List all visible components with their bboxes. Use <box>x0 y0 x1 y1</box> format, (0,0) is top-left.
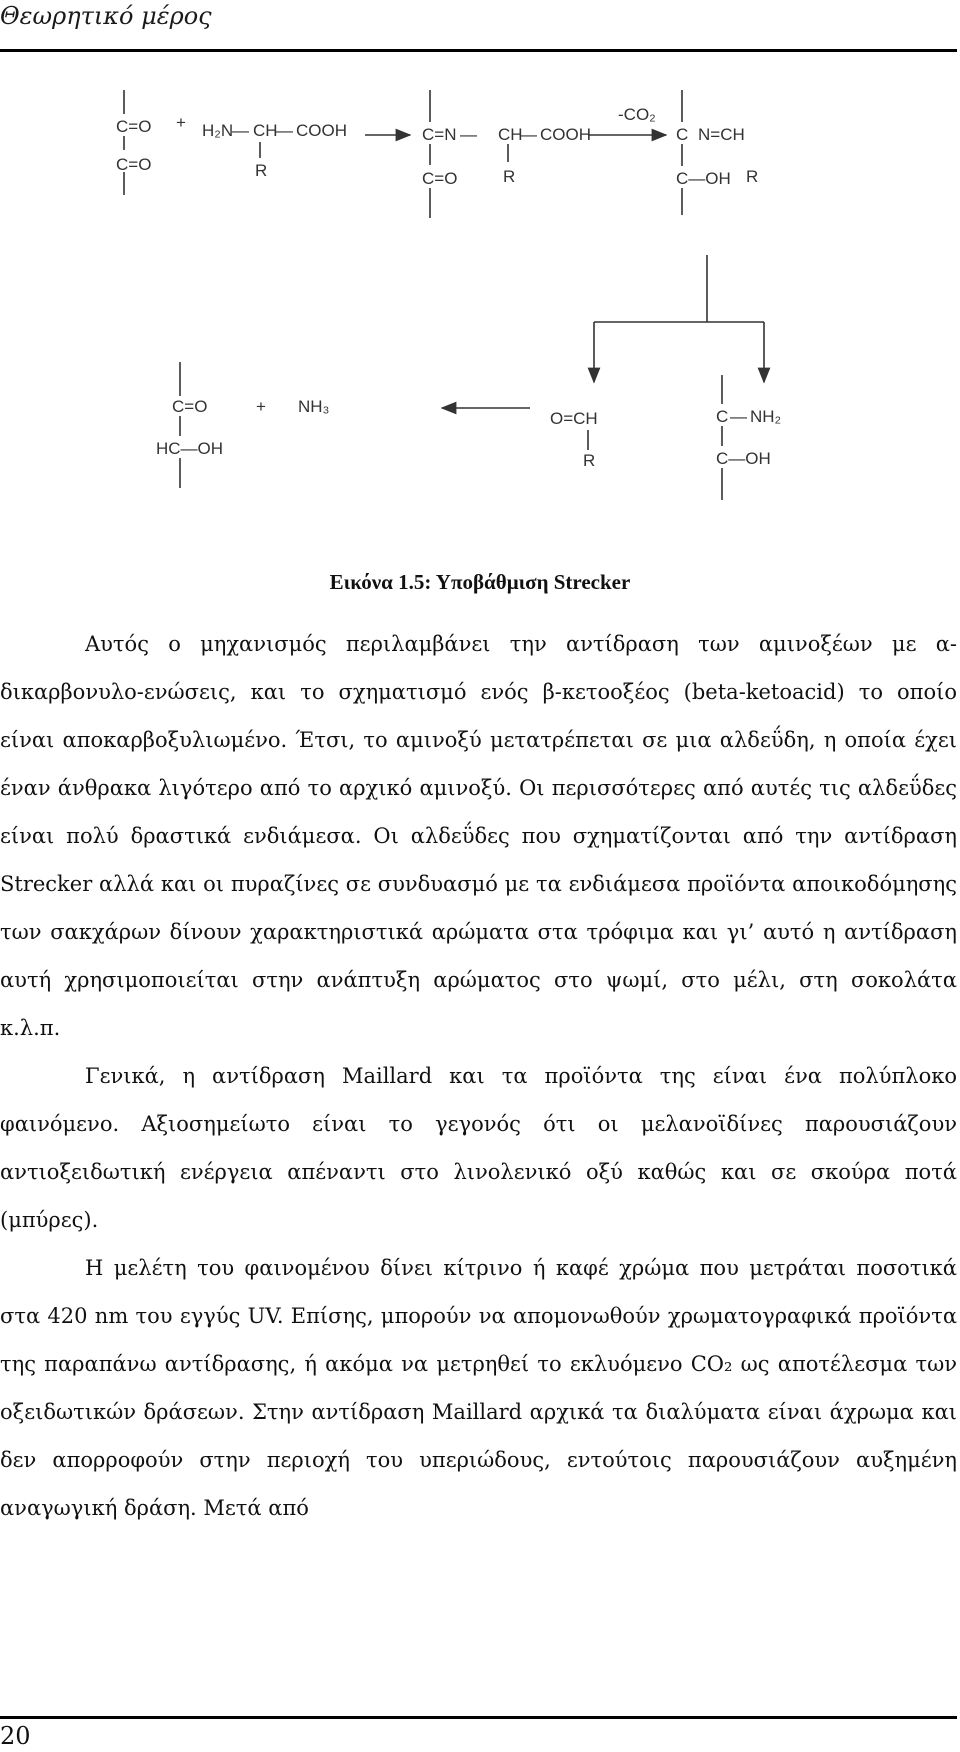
footer-rule <box>0 1716 957 1719</box>
label-c-2: C <box>716 407 729 426</box>
label-dash-5: — <box>730 407 747 426</box>
label-nh2: NH₂ <box>750 407 782 426</box>
page-number: 20 <box>0 1722 31 1750</box>
label-c-oh-2: C—OH <box>716 449 771 468</box>
label-hc-oh: HC—OH <box>156 439 224 458</box>
label-c-oh-1: C—OH <box>676 169 731 188</box>
label-dash-2: — <box>276 121 293 140</box>
label-plus-1: + <box>176 113 186 132</box>
strecker-degradation-scheme <box>110 90 870 560</box>
label-ch-1: CH <box>253 121 278 140</box>
label-nh3: NH₃ <box>298 397 330 416</box>
label-n-eq-ch: N=CH <box>698 125 745 144</box>
label-dash-3: — <box>460 125 477 144</box>
label-ch-2: CH <box>498 125 523 144</box>
label-h2n: H₂N <box>202 121 234 140</box>
label-co-3: C=O <box>422 169 458 188</box>
label-co-1: C=O <box>116 117 152 136</box>
paragraph-3: Η μελέτη του φαινομένου δίνει κίτρινο ή καφέ χρώμα που μετράται ποσοτικά στα 420 nm του εγγύς UV. Επίσης, μπορούν να απομονωθούν χρωματογραφικά προϊόντα της παραπάνω αντίδρασης, ή ακόμα να μετρηθεί το εκλυόμενο CO₂ ως αποτέλεσμα των οξειδωτικών δράσεων. Στην αντίδραση Maillard αρχικά τα διαλύματα είναι άχρωμα και δεν απορροφούν στην περιοχή του υπεριώδους, εντούτοις παρουσιάζουν αυξημένη αναγωγική δράση. Μετά από <box>0 1256 957 1520</box>
label-r-2: R <box>503 167 516 186</box>
paragraph-1: Αυτός ο μηχανισμός περιλαμβάνει την αντίδραση των αμινοξέων με α-δικαρβονυλο-ενώσεις, και το σχηματισμό ενός β-κετοοξέος (beta-ketoacid) το οποίο είναι αποκαρβοξυλιωμένο. Έτσι, το αμινοξύ μετατρέπεται σε μια αλδεΰδη, η οποία έχει έναν άνθρακα λιγότερο από το αρχικό αμινοξύ. Οι περισσότερες από αυτές τις αλδεΰδες είναι πολύ δραστικά ενδιάμεσα. Οι αλδεΰδες που σχηματίζονται από την αντίδραση Strecker αλλά και οι πυραζίνες σε συνδυασμό με τα ενδιάμεσα προϊόντα αποικοδόμησης των σακχάρων δίνουν χαρακτηριστικά αρώματα στα τρόφιμα και γι’ αυτό η αντίδραση αυτή χρησιμοποιείται στην ανάπτυξη αρώματος στο ψωμί, στο μέλι, στη σοκολάτα κ.λ.π. <box>0 632 957 1040</box>
label-co-4: C=O <box>172 397 208 416</box>
label-cooh-1: COOH <box>296 121 347 140</box>
label-r-3: R <box>746 167 759 186</box>
label-dash-4: — <box>520 125 537 144</box>
label-plus-2: + <box>256 397 266 416</box>
figure-caption: Εικόνα 1.5: Υποβάθμιση Strecker <box>329 570 631 594</box>
label-dash-1: — <box>232 121 249 140</box>
label-c-1: C <box>676 125 689 144</box>
label-r-1: R <box>255 161 268 180</box>
label-minus-co2: -CO₂ <box>618 105 656 124</box>
header-rule <box>0 49 957 52</box>
label-r-4: R <box>583 451 596 470</box>
label-c-eq-n: C=N <box>422 125 457 144</box>
label-o-eq-ch: O=CH <box>550 409 598 428</box>
paragraph-2: Γενικά, η αντίδραση Maillard και τα προϊόντα της είναι ένα πολύπλοκο φαινόμενο. Αξιοσημείωτο είναι το γεγονός ότι οι μελανοϊδίνες παρουσιάζουν αντιοξειδωτική ενέργεια απέναντι στο λινολενικό οξύ καθώς και σε σκούρα ποτά (μπύρες). <box>0 1064 957 1232</box>
running-title: Θεωρητικό μέρος <box>0 2 212 30</box>
label-cooh-2: COOH <box>540 125 591 144</box>
label-co-2: C=O <box>116 155 152 174</box>
body-text <box>0 620 957 1532</box>
